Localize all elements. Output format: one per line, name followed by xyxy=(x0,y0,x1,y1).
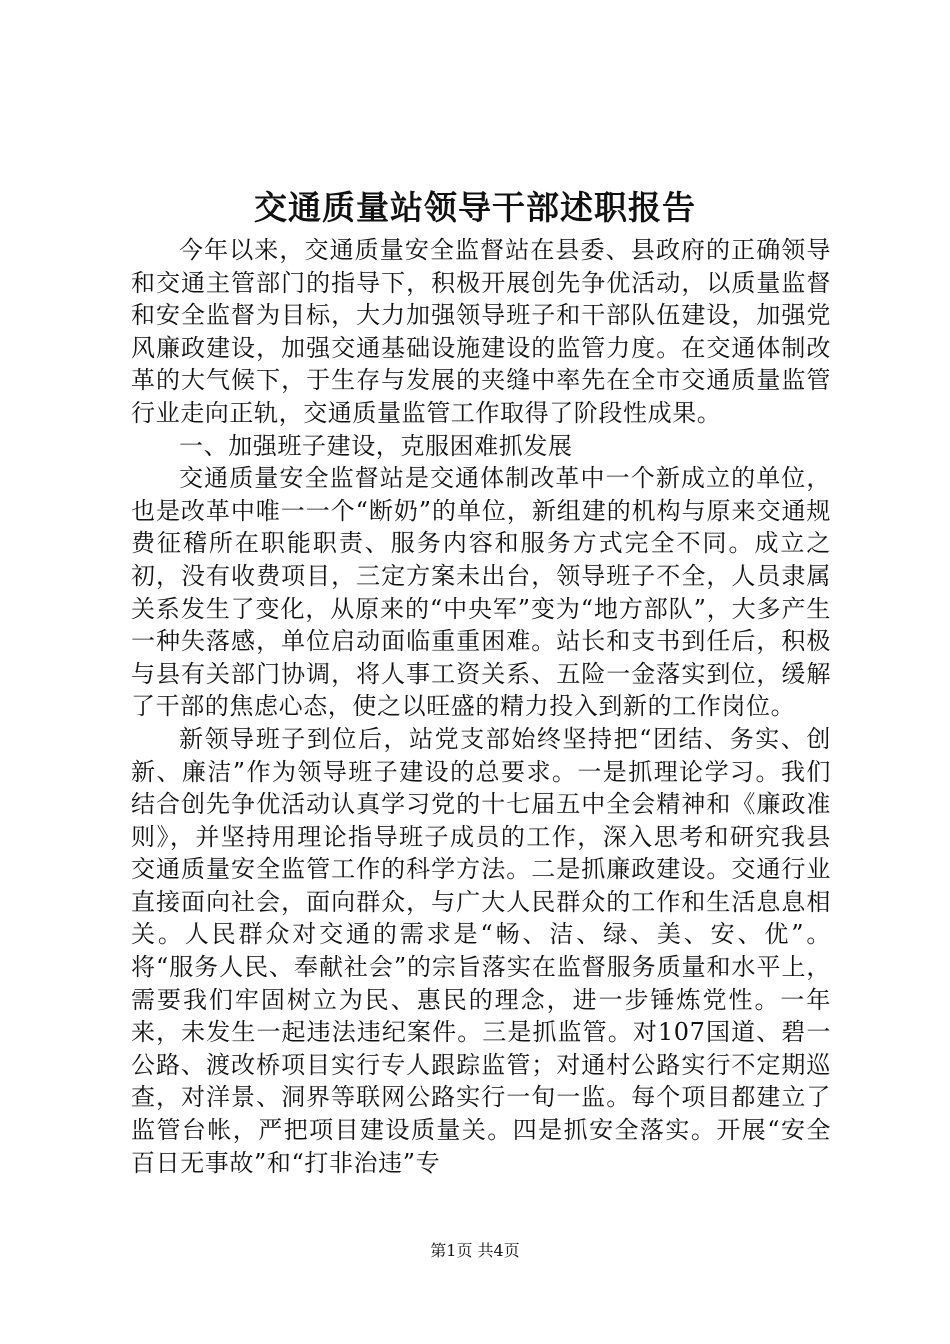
document-title: 交通质量站领导干部述职报告 xyxy=(254,188,696,227)
paragraph-intro: 今年以来，交通质量安全监督站在县委、县政府的正确领导和交通主管部门的指导下，积极开展创先争优活动，以质量监督和安全监督为目标，大力加强领导班子和干部队伍建设，加强党风廉政建设，加强交通基础设施建设的监管力度。在交通体制改革的大气候下，于生存与发展的夹缝中率先在全市交通质量监管行业走向正轨，交通质量监管工作取得了阶段性成果。 xyxy=(131,236,831,427)
document-body xyxy=(131,234,831,1179)
paragraph-section-1-a: 交通质量安全监督站是交通体制改革中一个新成立的单位，也是改革中唯一一个“断奶”的单位，新组建的机构与原来交通规费征稽所在职能职责、服务内容和服务方式完全不同。成立之初，没有收费项目，三定方案未出台，领导班子不全，人员隶属关系发生了变化，从原来的“中央军”变为“地方部队”，大多产生一种失落感，单位启动面临重重困难。站长和支书到任后，积极与县有关部门协调，将人事工资关系、五险一金落实到位，缓解了干部的焦虑心态，使之以旺盛的精力投入到新的工作岗位。 xyxy=(131,464,831,721)
paragraph-section-1-b: 新领导班子到位后，站党支部始终坚持把“团结、务实、创新、廉洁”作为领导班子建设的总要求。一是抓理论学习。我们结合创先争优活动认真学习党的十七届五中全会精神和《廉政准则》，并坚持用理论指导班子成员的工作，深入思考和研究我县交通质量安全监管工作的科学方法。二是抓廉政建设。交通行业直接面向社会，面向群众，与广大人民群众的工作和生活息息相关。人民群众对交通的需求是“畅、洁、绿、美、安、优”。将“服务人民、奉献社会”的宗旨落实在监督服务质量和水平上，需要我们牢固树立为民、惠民的理念，进一步锤炼党性。一年来，未发生一起违法违纪案件。三是抓监管。对107国道、碧一公路、渡改桥项目实行专人跟踪监管；对通村公路实行不定期巡查，对洋景、洞界等联网公路实行一旬一监。每个项目都建立了监管台帐，严把项目建设质量关。四是抓安全落实。开展“安全百日无事故”和“打非治违”专 xyxy=(131,724,831,1177)
section-heading-1: 一、加强班子建设，克服困难抓发展 xyxy=(179,431,573,460)
page-number-footer: 第1页 共4页 xyxy=(430,1241,520,1260)
